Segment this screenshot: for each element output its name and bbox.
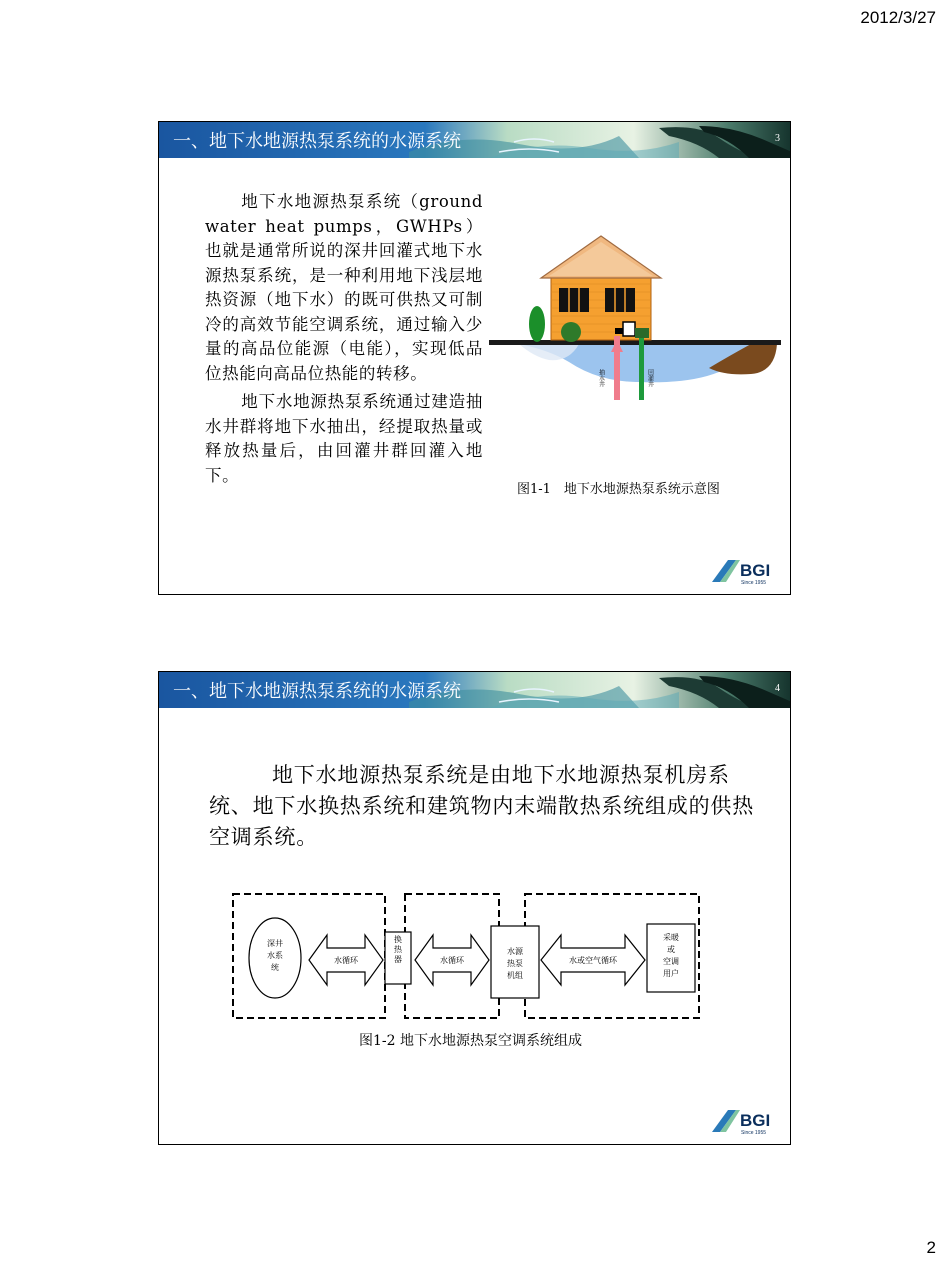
- svg-text:BGI: BGI: [740, 561, 771, 580]
- user-label: 采暖或空调用户: [663, 933, 679, 978]
- svg-text:Since 1955: Since 1955: [741, 1130, 767, 1136]
- bgi-logo: [710, 1106, 778, 1136]
- slide-number: 3: [775, 133, 780, 144]
- ground-surface: [489, 340, 781, 345]
- house-window: [605, 288, 635, 312]
- arrow-label: 水或空气循环: [569, 956, 617, 965]
- arrow-label: 水循环: [440, 956, 464, 965]
- slide-header: [159, 672, 790, 708]
- paragraph: 地下水地源热泵系统（ground water heat pumps，GWHPs）也就是通常所说的深井回灌式地下水源热泵系统，是一种利用地下浅层地热资源（地下水）的既可供热又可制冷的高效节能空调系统，通过输入少量的高品位能源（电能），实现低品位热能向高品位热能的转移。: [205, 192, 483, 383]
- heat-pump-unit: [623, 322, 635, 336]
- svg-text:Since 1955: Since 1955: [741, 580, 767, 586]
- slide-3: [158, 121, 791, 595]
- bush: [561, 322, 581, 342]
- page-number: 2: [926, 1238, 936, 1257]
- recharge-well-pipe: [639, 336, 644, 400]
- deep-well-label: 深井水系统: [267, 939, 283, 972]
- slide-header: [159, 122, 790, 158]
- heat-pump-unit-label: 水源热泵机组: [507, 947, 523, 980]
- svg-text:BGI: BGI: [740, 1111, 771, 1130]
- slide-4: [158, 671, 791, 1145]
- bgi-logo: [710, 556, 778, 586]
- slide-text: [209, 760, 754, 853]
- slide-text: [205, 190, 483, 492]
- arrow-label: 水循环: [334, 956, 358, 965]
- heat-pump-house-figure: [489, 232, 781, 412]
- heat-exchanger-label: 换热器: [394, 935, 402, 964]
- print-date: 2012/3/27: [860, 8, 936, 27]
- slide-number: 4: [775, 683, 780, 694]
- figure-caption: 图1-2 地下水地源热泵空调系统组成: [359, 1033, 582, 1049]
- well-label-pump: 抽水井: [597, 369, 605, 387]
- figure-caption: 图1-1 地下水地源热泵系统示意图: [517, 482, 720, 497]
- system-composition-diagram: [229, 890, 704, 1022]
- slide-title: 一、地下水地源热泵系统的水源系统: [173, 131, 461, 152]
- well-label-recharge: 回灌井: [646, 369, 654, 387]
- paragraph: 地下水地源热泵系统是由地下水地源热泵机房系统、地下水换热系统和建筑物内末端散热系统组成的供热空调系统。: [209, 763, 754, 849]
- tree: [529, 306, 545, 342]
- slide-title: 一、地下水地源热泵系统的水源系统: [173, 681, 461, 702]
- house-window: [559, 288, 589, 312]
- paragraph: 地下水地源热泵系统通过建造抽水井群将地下水抽出，经提取热量或释放热量后，由回灌井群回灌入地下。: [205, 392, 483, 485]
